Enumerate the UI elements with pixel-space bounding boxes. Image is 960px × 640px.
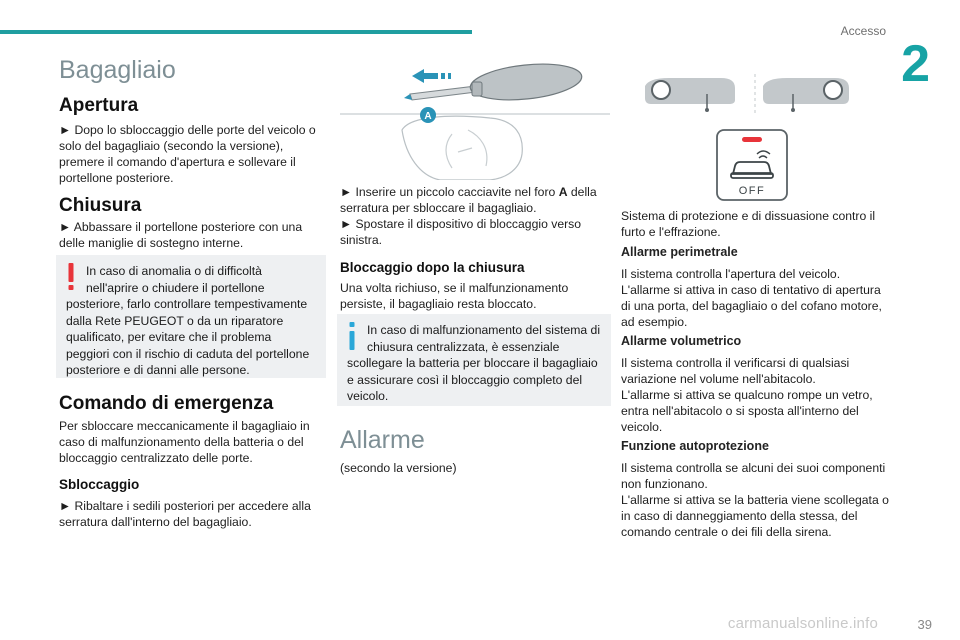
step1-bold: A — [558, 185, 568, 199]
illustration-label-a: A — [424, 111, 432, 122]
alarm-off-label: OFF — [738, 185, 766, 197]
chapter-number: 2 — [901, 35, 930, 93]
heading-apertura: Apertura — [59, 95, 139, 116]
text-emergenza: Per sbloccare meccanicamente il bagagliaio in caso di malfunzionamento della batteria o del bloccaggio centralizzato delle porte. — [59, 419, 310, 465]
text-autoprotezione: Il sistema controlla se alcuni dei suoi componenti non funzionano. — [621, 461, 886, 491]
text-autoprotezione-2: L'allarme si attiva se la batteria viene scollegata o in caso di danneggiamento della stessa, del comando centrale o dei fili della sirena. — [621, 493, 889, 539]
heading-chiusura: Chiusura — [59, 195, 142, 216]
warning-icon — [66, 263, 76, 291]
section-title: Accesso — [840, 24, 886, 38]
text-allarme-version: (secondo la versione) — [340, 461, 457, 475]
heading-perimetrale: Allarme perimetrale — [621, 245, 738, 259]
heading-volumetrico: Allarme volumetrico — [621, 334, 742, 348]
text-intro: Sistema di protezione e di dissuasione contro il furto e l'effrazione. — [621, 209, 876, 239]
warning-note — [56, 255, 326, 378]
text-volumetrico-2: L'allarme si attiva se qualcuno rompe un vetro, entra nell'abitacolo o si sposta all'interno del veicolo. — [621, 388, 873, 434]
info-text-first: In caso di malfunzionamento del sistema di chiusura centralizzata, è essenziale — [367, 323, 601, 354]
steering-wheel-right-icon — [824, 81, 842, 99]
step-insert-screwdriver — [340, 184, 608, 216]
text-sbloccaggio: ► Ribaltare i sedili posteriori per accedere alla serratura dall'interno del bagagliaio. — [59, 499, 311, 529]
page-number: 39 — [917, 617, 932, 632]
text-perimetrale: Il sistema controlla l'apertura del veicolo. — [621, 267, 841, 281]
info-icon — [347, 322, 357, 350]
step1-post: della serratura per sbloccare il bagagliaio. — [340, 185, 597, 215]
text-apertura: ► Dopo lo sbloccaggio delle porte del veicolo o solo del bagagliaio (secondo la versione), premere il comando d'apertura e sollevare il portellone posteriore. — [59, 123, 316, 185]
warning-text-first: In caso di anomalia o di difficoltà nell'aprire o chiudere il portellone — [86, 264, 265, 295]
heading-autoprotezione: Funzione autoprotezione — [621, 439, 769, 453]
heading-sbloccaggio: Sbloccaggio — [59, 477, 140, 492]
text-chiusura: ► Abbassare il portellone posteriore con una delle maniglie di sostegno interne. — [59, 220, 303, 250]
alarm-button-illustration — [639, 70, 859, 210]
heading-bloccaggio: Bloccaggio dopo la chiusura — [340, 260, 525, 275]
step-move-device: ► Spostare il dispositivo di bloccaggio verso sinistra. — [340, 217, 582, 247]
steering-wheel-left-icon — [652, 81, 670, 99]
warning-text-rest: posteriore, farlo controllare tempestivamente dalla Rete PEUGEOT o da un riparatore qualificato, per evitare che il problema peggiori con il rischio di caduta del portellone posteriore e di danni alle persone. — [66, 297, 310, 377]
heading-allarme: Allarme — [340, 426, 425, 454]
page-title: Bagagliaio — [59, 56, 176, 84]
text-volumetrico: Il sistema controlla il verificarsi di qualsiasi variazione nel volume nell'abitacolo. — [621, 356, 850, 386]
step1-pre: ► Inserire un piccolo cacciavite nel foro — [340, 185, 559, 199]
text-bloccaggio: Una volta richiuso, se il malfunzionamento persiste, il bagagliaio resta bloccato. — [340, 281, 569, 311]
heading-emergenza: Comando di emergenza — [59, 393, 274, 414]
watermark: carmanualsonline.info — [727, 615, 878, 632]
header-rule — [0, 30, 472, 34]
text-perimetrale-2: L'allarme si attiva in caso di tentativo di apertura di una porta, del bagagliaio o del cofano motore, ad esempio. — [621, 283, 882, 329]
info-note — [337, 314, 611, 406]
info-text-rest: scollegare la batteria per bloccare il bagagliaio e assicurare così il bloccaggio completo del veicolo. — [347, 356, 598, 403]
trunk-lock-illustration — [340, 56, 610, 180]
